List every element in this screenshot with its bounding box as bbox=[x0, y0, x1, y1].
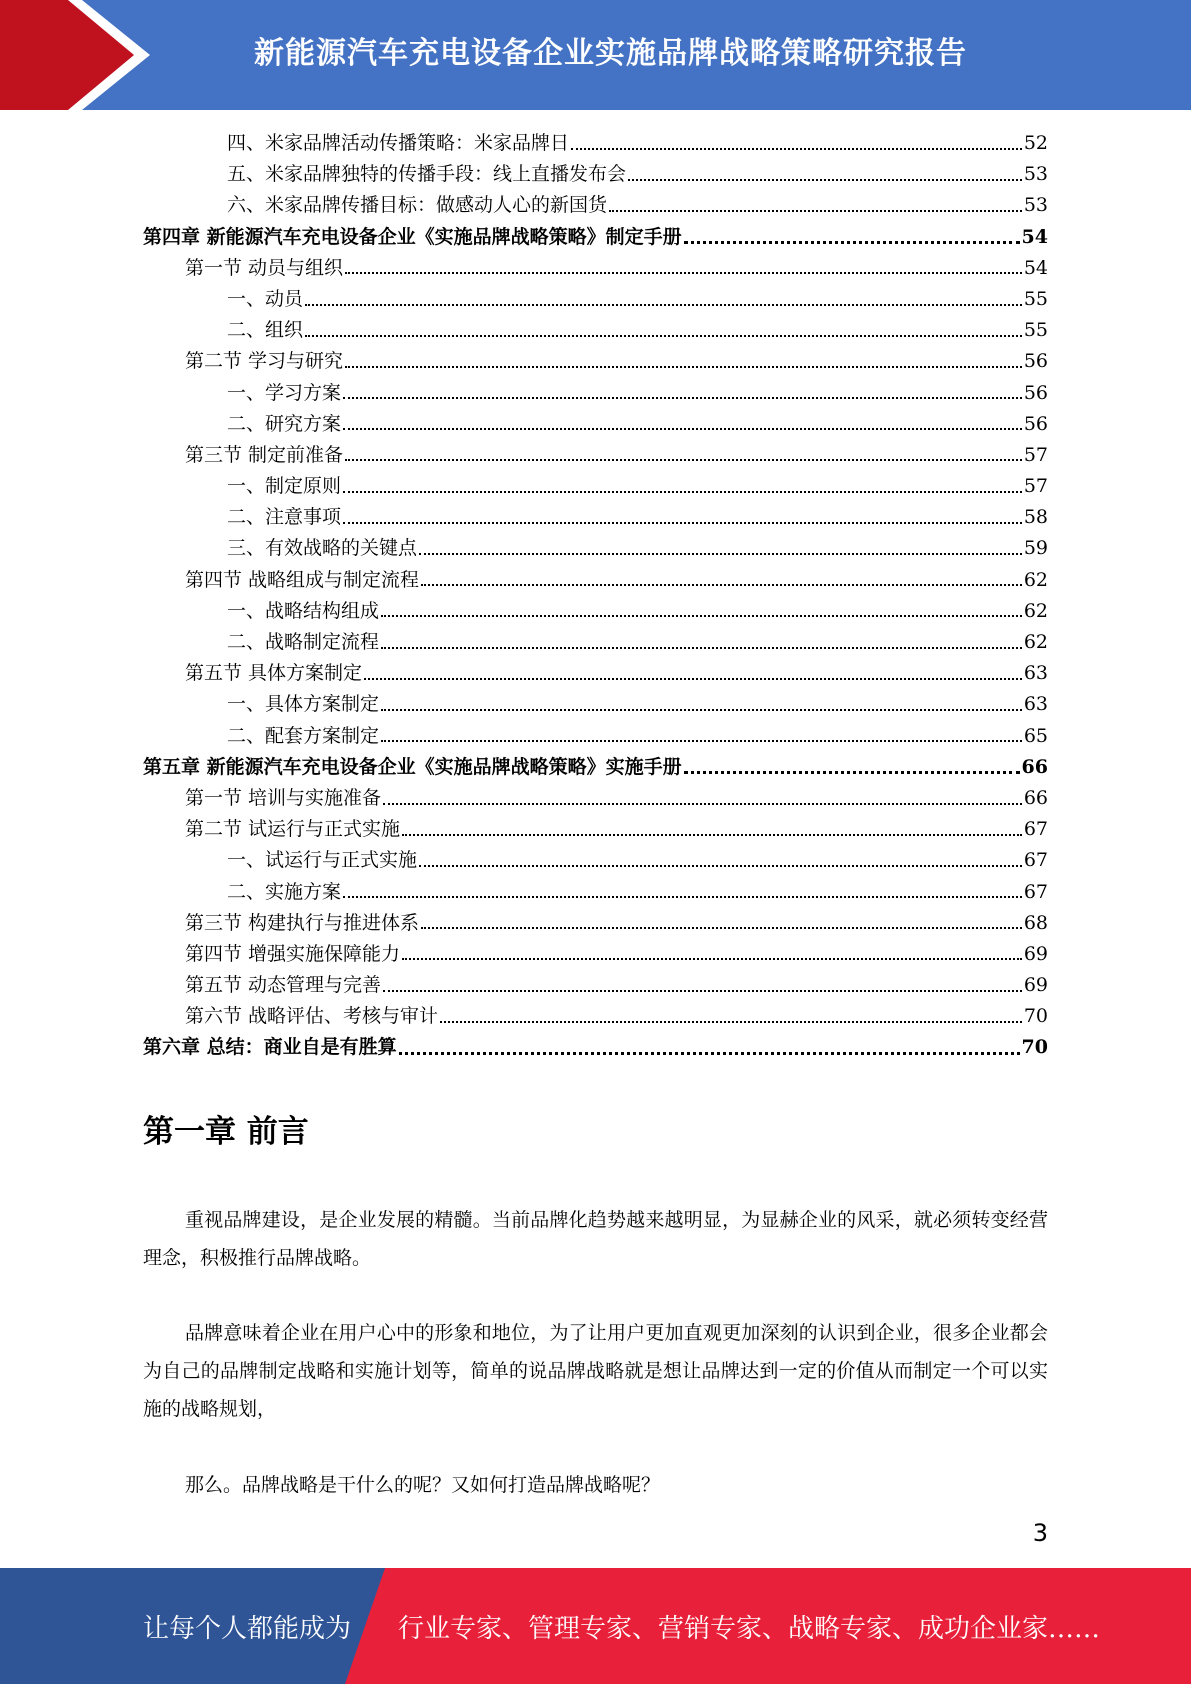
toc-entry[interactable] bbox=[143, 253, 1048, 284]
toc-leader-dots bbox=[343, 397, 1022, 399]
toc-leader-dots bbox=[343, 428, 1022, 430]
toc-entry-page: 54 bbox=[1023, 256, 1048, 279]
toc-leader-dots bbox=[402, 958, 1022, 960]
toc-entry-title: 四、米家品牌活动传播策略：米家品牌日 bbox=[227, 132, 570, 154]
toc-leader-dots bbox=[381, 615, 1022, 617]
toc-entry-page: 69 bbox=[1023, 942, 1048, 965]
toc-entry[interactable] bbox=[143, 721, 1048, 752]
toc-leader-dots bbox=[305, 304, 1022, 306]
toc-entry-title: 六、米家品牌传播目标：做感动人心的新国货 bbox=[227, 194, 608, 217]
toc-entry-page: 56 bbox=[1023, 412, 1048, 435]
toc-entry-page: 55 bbox=[1023, 319, 1048, 342]
toc-entry[interactable] bbox=[143, 752, 1048, 783]
toc-leader-dots bbox=[345, 366, 1022, 368]
toc-entry-title: 一、制定原则 bbox=[227, 475, 342, 498]
toc-entry-title: 第三节 构建执行与推进体系 bbox=[185, 911, 420, 934]
toc-entry-page: 56 bbox=[1023, 381, 1048, 404]
toc-entry-title: 二、战略制定流程 bbox=[227, 631, 380, 653]
toc-leader-dots bbox=[383, 803, 1022, 805]
page-number: 3 bbox=[1032, 1519, 1048, 1547]
toc-entry-page: 62 bbox=[1023, 599, 1048, 622]
toc-leader-dots bbox=[381, 647, 1022, 649]
toc-entry[interactable] bbox=[143, 814, 1048, 845]
toc-entry-page: 53 bbox=[1023, 194, 1048, 217]
document-title: 新能源汽车充电设备企业实施品牌战略策略研究报告 bbox=[254, 36, 967, 71]
toc-entry-page: 63 bbox=[1023, 662, 1048, 685]
toc-entry-page: 68 bbox=[1023, 911, 1048, 934]
toc-leader-dots bbox=[305, 335, 1022, 337]
toc-entry[interactable] bbox=[143, 315, 1048, 346]
toc-entry-title: 二、研究方案 bbox=[227, 412, 342, 435]
page-header bbox=[0, 0, 1191, 110]
toc-entry[interactable] bbox=[143, 222, 1048, 253]
toc-entry[interactable] bbox=[143, 627, 1048, 658]
chapter-title: 第一章 前言 bbox=[143, 1114, 309, 1150]
toc-leader-dots bbox=[343, 896, 1022, 898]
toc-entry[interactable] bbox=[143, 1001, 1048, 1032]
toc-entry-title: 第五章 新能源汽车充电设备企业《实施品牌战略策略》实施手册 bbox=[143, 755, 682, 778]
toc-leader-dots bbox=[381, 709, 1022, 711]
toc-entry-title: 第四节 战略组成与制定流程 bbox=[185, 568, 420, 591]
toc-leader-dots bbox=[419, 553, 1022, 555]
body-paragraph-1: 重视品牌建设，是企业发展的精髓。当前品牌化趋势越来越明显，为显赫企业的风采，就必须转变经营理念，积极推行品牌战略。 bbox=[143, 1209, 1048, 1269]
toc-entry-page: 70 bbox=[1023, 1005, 1048, 1028]
toc-leader-dots bbox=[345, 459, 1022, 461]
toc-entry[interactable] bbox=[143, 565, 1048, 596]
toc-entry-page: 70 bbox=[1021, 1036, 1048, 1059]
toc-entry[interactable] bbox=[143, 159, 1048, 190]
toc-entry-title: 一、试运行与正式实施 bbox=[227, 849, 418, 872]
toc-entry-page: 67 bbox=[1023, 880, 1048, 903]
toc-entry[interactable] bbox=[143, 908, 1048, 939]
toc-entry-page: 66 bbox=[1023, 786, 1048, 809]
toc-entry-title: 三、有效战略的关键点 bbox=[227, 537, 418, 560]
body-paragraph-3: 那么。品牌战略是干什么的呢？又如何打造品牌战略呢？ bbox=[185, 1474, 661, 1496]
toc-entry-title: 一、战略结构组成 bbox=[227, 599, 380, 622]
toc-leader-dots bbox=[419, 865, 1022, 867]
toc-entry[interactable] bbox=[143, 939, 1048, 970]
toc-entry-title: 第四章 新能源汽车充电设备企业《实施品牌战略策略》制定手册 bbox=[143, 225, 682, 248]
toc-entry[interactable] bbox=[143, 502, 1048, 533]
toc-entry[interactable] bbox=[143, 128, 1048, 159]
toc-entry[interactable] bbox=[143, 658, 1048, 689]
toc-leader-dots bbox=[383, 990, 1022, 992]
toc-leader-dots bbox=[345, 272, 1022, 274]
toc-leader-dots bbox=[440, 1021, 1022, 1023]
toc-entry[interactable] bbox=[143, 190, 1048, 221]
toc-leader-dots bbox=[364, 678, 1022, 680]
toc-entry-title: 第五节 具体方案制定 bbox=[185, 662, 363, 685]
footer-slogan-left: 让每个人都能成为 bbox=[143, 1613, 352, 1644]
toc-entry-title: 二、实施方案 bbox=[227, 880, 342, 903]
toc-entry[interactable] bbox=[143, 877, 1048, 908]
toc-entry-title: 五、米家品牌独特的传播手段：线上直播发布会 bbox=[227, 163, 627, 186]
toc-leader-dots bbox=[628, 179, 1022, 181]
toc-entry[interactable] bbox=[143, 596, 1048, 627]
toc-entry-page: 58 bbox=[1023, 506, 1048, 529]
toc-entry-page: 57 bbox=[1023, 443, 1048, 466]
toc-leader-dots bbox=[421, 584, 1022, 586]
toc-entry-title: 二、注意事项 bbox=[227, 506, 342, 529]
toc-entry-page: 62 bbox=[1023, 568, 1048, 591]
toc-entry-page: 53 bbox=[1023, 163, 1048, 186]
toc-entry-title: 第三节 制定前准备 bbox=[185, 443, 344, 466]
toc-leader-dots bbox=[609, 210, 1022, 212]
toc-leader-dots bbox=[381, 740, 1022, 742]
toc-entry-title: 二、配套方案制定 bbox=[227, 724, 380, 747]
toc-entry-page: 54 bbox=[1021, 225, 1048, 248]
toc-entry-title: 第二节 试运行与正式实施 bbox=[185, 818, 401, 841]
toc-entry-title: 一、动员 bbox=[227, 287, 304, 310]
toc-entry-page: 57 bbox=[1023, 475, 1048, 498]
toc-entry-title: 一、具体方案制定 bbox=[227, 693, 380, 716]
toc-entry-title: 第五节 动态管理与完善 bbox=[185, 974, 382, 997]
toc-entry[interactable] bbox=[143, 346, 1048, 377]
toc-entry-page: 66 bbox=[1021, 755, 1048, 778]
body-paragraph-2: 品牌意味着企业在用户心中的形象和地位，为了让用户更加直观更加深刻的认识到企业，很多企业都会为自己的品牌制定战略和实施计划等，简单的说品牌战略就是想让品牌达到一定的价值从而制定一个可以实施的战略规划， bbox=[143, 1322, 1048, 1420]
toc-leader-dots bbox=[402, 834, 1022, 836]
toc-leader-dots bbox=[684, 241, 1020, 244]
toc-entry-page: 62 bbox=[1023, 631, 1048, 653]
toc-entry[interactable] bbox=[143, 1032, 1048, 1063]
toc-entry-page: 52 bbox=[1023, 132, 1048, 154]
toc-entry-title: 二、组织 bbox=[227, 319, 304, 342]
toc-entry-title: 一、学习方案 bbox=[227, 381, 342, 404]
toc-entry[interactable] bbox=[143, 689, 1048, 720]
toc-entry-title: 第一节 动员与组织 bbox=[185, 256, 344, 279]
toc-entry-page: 63 bbox=[1023, 693, 1048, 716]
toc-entry[interactable] bbox=[143, 440, 1048, 471]
toc-entry[interactable] bbox=[143, 970, 1048, 1001]
toc-entry-page: 55 bbox=[1023, 287, 1048, 310]
toc-leader-dots bbox=[684, 771, 1020, 774]
toc-entry[interactable] bbox=[143, 471, 1048, 502]
toc-leader-dots bbox=[343, 522, 1022, 524]
toc-leader-dots bbox=[421, 927, 1022, 929]
toc-entry[interactable] bbox=[143, 409, 1048, 440]
toc-entry[interactable] bbox=[143, 284, 1048, 315]
toc-leader-dots bbox=[571, 148, 1022, 150]
toc-entry-page: 69 bbox=[1023, 974, 1048, 997]
toc-entry[interactable] bbox=[143, 378, 1048, 409]
toc-entry-page: 65 bbox=[1023, 724, 1048, 747]
toc-entry[interactable] bbox=[143, 783, 1048, 814]
toc-entry-page: 67 bbox=[1023, 818, 1048, 841]
toc-entry-page: 59 bbox=[1023, 537, 1048, 560]
toc-entry-page: 56 bbox=[1023, 350, 1048, 373]
toc-entry-title: 第六节 战略评估、考核与审计 bbox=[185, 1005, 439, 1028]
toc-entry[interactable] bbox=[143, 845, 1048, 876]
toc-entry-title: 第四节 增强实施保障能力 bbox=[185, 942, 401, 965]
table-of-contents bbox=[143, 128, 1048, 1064]
toc-entry-page: 67 bbox=[1023, 849, 1048, 872]
toc-entry-title: 第六章 总结：商业自是有胜算 bbox=[143, 1036, 397, 1059]
footer-slogan-right: 行业专家、管理专家、营销专家、战略专家、成功企业家…… bbox=[398, 1613, 1101, 1644]
toc-leader-dots bbox=[343, 491, 1022, 493]
page-footer bbox=[0, 1568, 1191, 1684]
toc-entry-title: 第一节 培训与实施准备 bbox=[185, 786, 382, 809]
toc-entry[interactable] bbox=[143, 533, 1048, 564]
toc-leader-dots bbox=[399, 1052, 1020, 1055]
toc-entry-title: 第二节 学习与研究 bbox=[185, 350, 344, 373]
